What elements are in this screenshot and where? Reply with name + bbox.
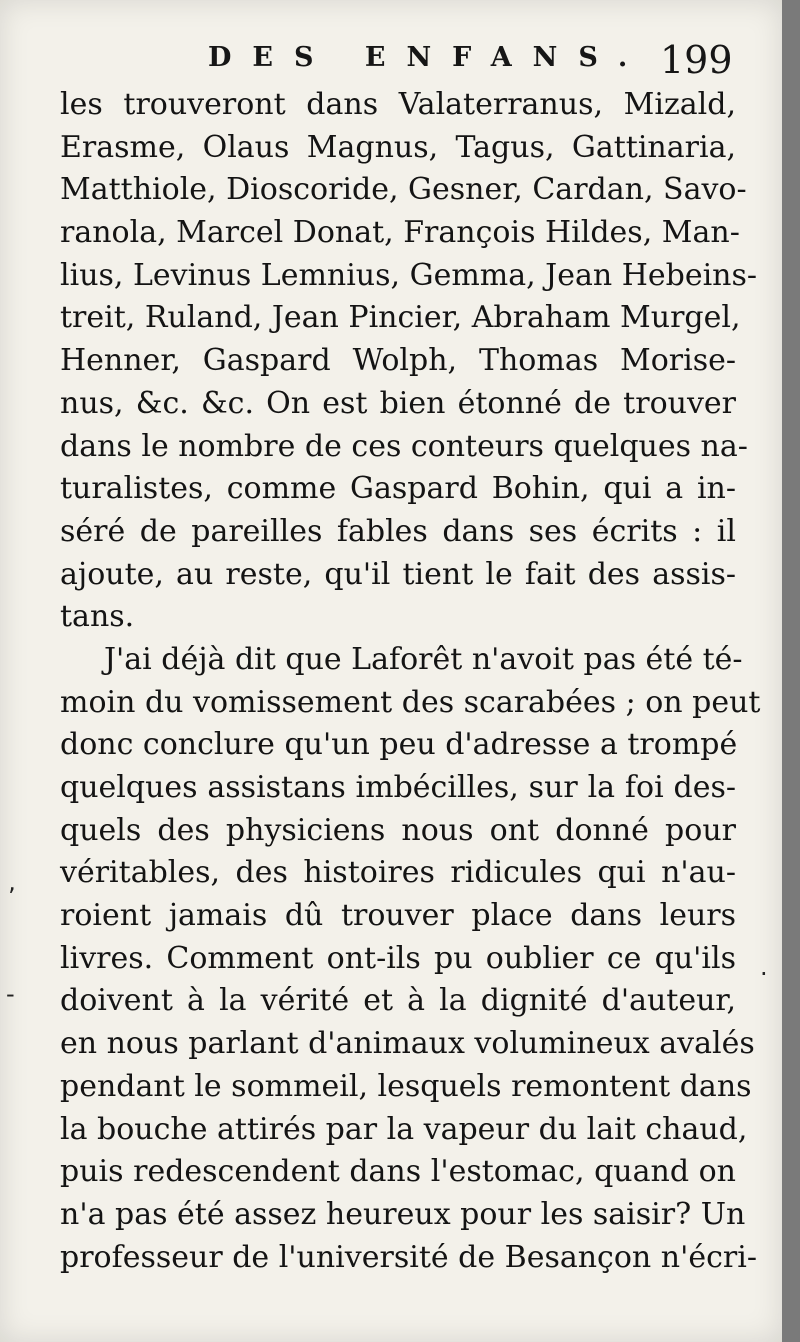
text-line: quels des physiciens nous ont donné pour (60, 812, 736, 848)
text-line: la bouche attirés par la vapeur du lait chaud, (60, 1111, 748, 1147)
text-line: ajoute, au reste, qu'il tient le fait des assis- (60, 556, 736, 592)
body-text (60, 84, 761, 1279)
text-line: n'a pas été assez heureux pour les saisir? Un (60, 1196, 746, 1232)
paragraph-end-line: tans. (60, 599, 135, 635)
text-line: Matthiole, Dioscoride, Gesner, Cardan, Savo- (60, 172, 747, 208)
text-line: treit, Ruland, Jean Pincier, Abraham Murgel, (60, 300, 741, 336)
margin-mark: - (6, 980, 15, 1008)
text-line: quelques assistans imbécilles, sur la foi des- (60, 770, 736, 805)
text-line: les trouveront dans Valaterranus, Mizald, (60, 87, 736, 122)
text-line: roient jamais dû trouver place dans leurs (60, 898, 736, 934)
page-header (0, 38, 782, 88)
text-line: pendant le sommeil, lesquels remontent dans (60, 1068, 752, 1104)
text-line: Erasme, Olaus Magnus, Tagus, Gattinaria, (60, 129, 736, 165)
text-line: lius, Levinus Lemnius, Gemma, Jean Hebeins- (60, 257, 758, 293)
text-line: dans le nombre de ces conteurs quelques na- (60, 428, 748, 464)
text-line: professeur de l'université de Besançon n'écri- (60, 1239, 757, 1275)
text-line: livres. Comment ont-ils pu oublier ce qu'ils (60, 940, 736, 976)
text-line: en nous parlant d'animaux volumineux avalés (60, 1026, 755, 1062)
text-line: turalistes, comme Gaspard Bohin, qui a in- (60, 471, 736, 507)
page-number: 199 (660, 38, 733, 82)
text-line: donc conclure qu'un peu d'adresse a trompé (60, 727, 738, 763)
running-head: DES ENFANS. (208, 42, 649, 73)
margin-mark: · (760, 960, 768, 988)
text-line: ranola, Marcel Donat, François Hildes, Man- (60, 215, 740, 251)
margin-mark: ‚ (8, 868, 16, 896)
paragraph-start-line: J'ai déjà dit que Laforêt n'avoit pas été té- (104, 641, 743, 677)
text-line: Henner, Gaspard Wolph, Thomas Morise- (60, 343, 736, 379)
text-line: doivent à la vérité et à la dignité d'auteur, (60, 983, 736, 1019)
text-line: séré de pareilles fables dans ses écrits : il (60, 513, 736, 549)
text-line: nus, &c. &c. On est bien étonné de trouver (60, 385, 736, 421)
text-line: moin du vomissement des scarabées ; on peut (60, 684, 761, 720)
text-line: véritables, des histoires ridicules qui n'au- (60, 855, 736, 891)
text-line: puis redescendent dans l'estomac, quand on (60, 1154, 736, 1190)
